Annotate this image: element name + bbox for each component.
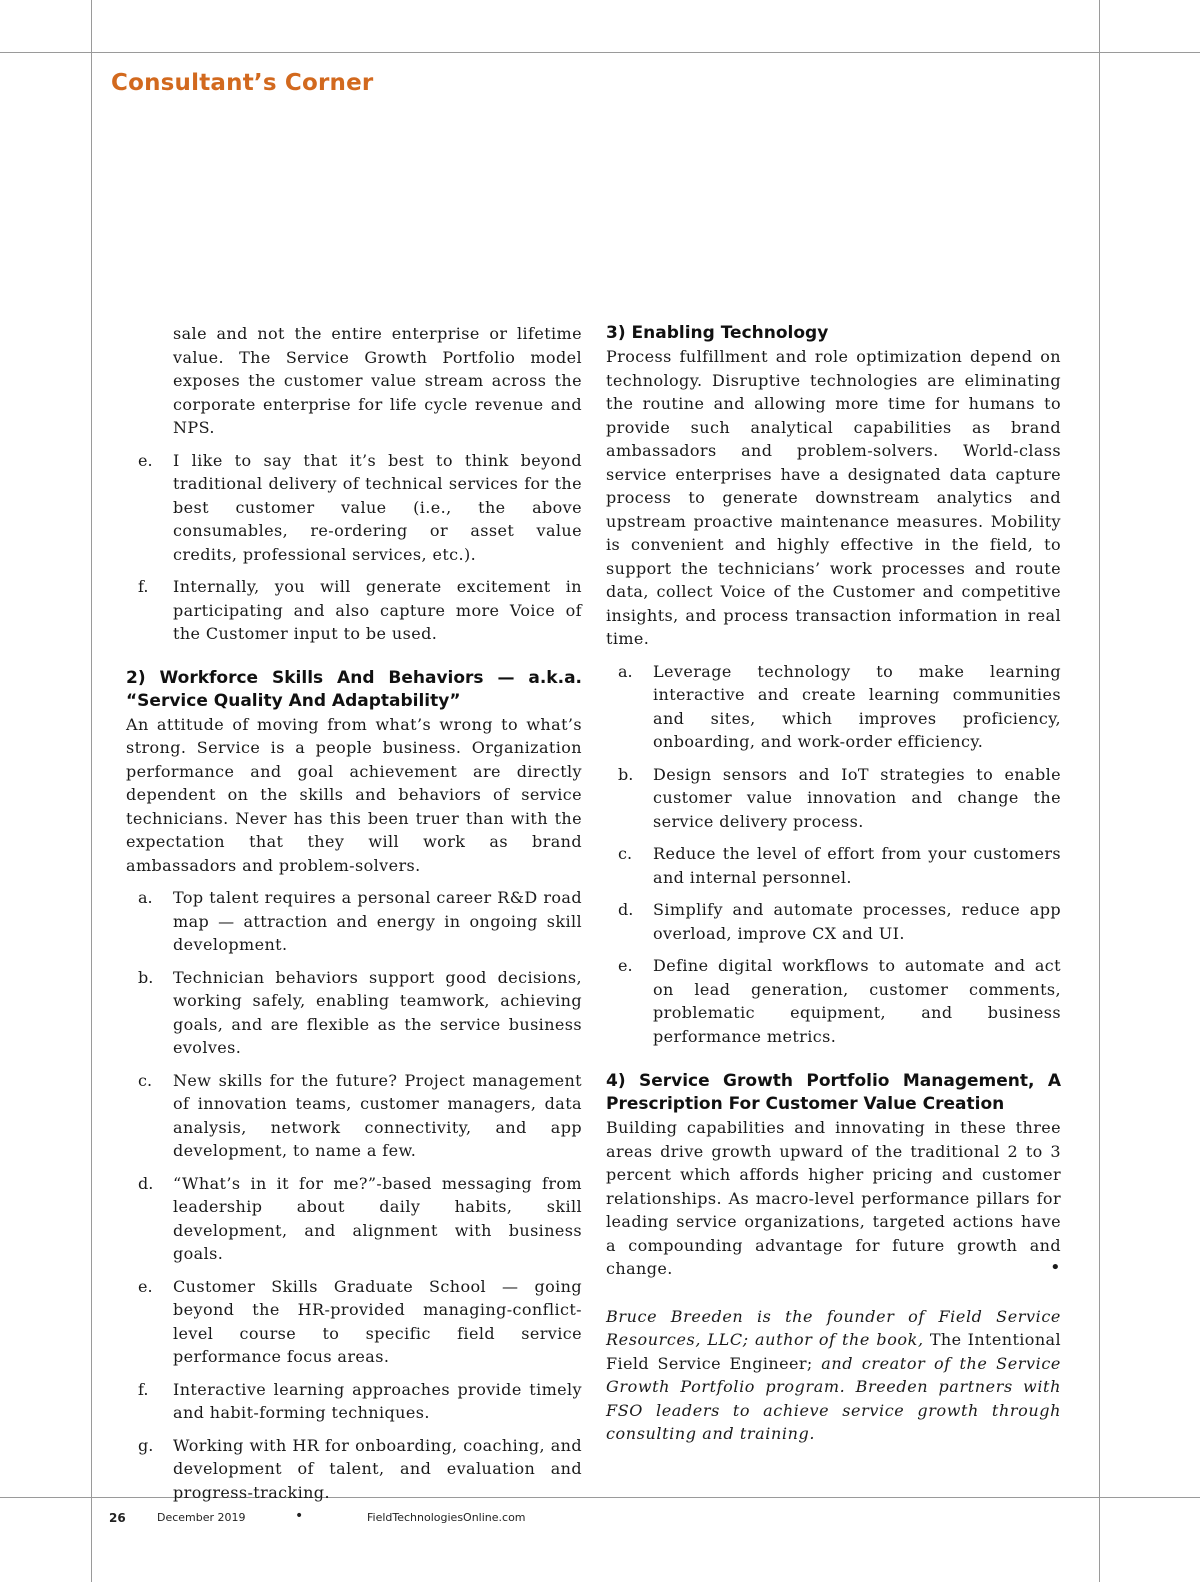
list-item: f. Interactive learning approaches provide timely and habit-forming techniques. (138, 1379, 582, 1422)
left-column (126, 322, 582, 1504)
section-title: Consultant’s Corner (111, 70, 374, 96)
section3-heading: 3) Enabling Technology (606, 323, 829, 343)
section4-heading: 4) Service Growth Portfolio Management, A Prescription For Customer Value Creation (606, 1071, 1061, 1114)
list-item: e. Define digital workflows to automate and act on lead generation, customer comments, problematic equipment, and business performance metrics. (618, 956, 1061, 1046)
footer-separator: • (295, 1508, 304, 1524)
page-number: 26 (109, 1511, 126, 1525)
end-of-article-bullet: • (1049, 1257, 1061, 1278)
list-item: e. I like to say that it’s best to think beyond traditional delivery of technical services for the best customer value (i.e., the above consumables, re-ordering or asset value credits, professional services, etc.). (138, 450, 582, 564)
list-item: d. “What’s in it for me?”-based messaging from leadership about daily habits, skill development, and alignment with business goals. (138, 1173, 582, 1263)
list-item: b. Technician behaviors support good decisions, working safely, enabling teamwork, achieving goals, and are flexible as the service business evolves. (138, 967, 582, 1057)
list-item: f. Internally, you will generate excitement in participating and also capture more Voice of the Customer input to be used. (138, 577, 582, 643)
top-rule (0, 52, 1200, 53)
continuation-paragraph: sale and not the entire enterprise or lifetime value. The Service Growth Portfolio model exposes the customer value stream across the corporate enterprise for life cycle revenue and NPS. (173, 324, 582, 437)
section3-intro: Process fulfillment and role optimization depend on technology. Disruptive technologies are eliminating the routine and allowing more time for humans to provide such analytical capabilities as brand ambassadors and problem-solvers. World-class service enterprises have a designated data capture process to generate downstream analytics and upstream proactive maintenance measures. Mobility is convenient and highly effective in the field, to support the technicians’ work processes and route data, collect Voice of the Customer and competitive insights, and process transaction information in real time. (606, 347, 1061, 648)
website-link[interactable]: FieldTechnologiesOnline.com (367, 1511, 526, 1524)
list-item: a. Top talent requires a personal career R&D road map — attraction and energy in ongoing skill development. (138, 888, 582, 954)
section4-body: Building capabilities and innovating in these three areas drive growth upward of the traditional 2 to 3 percent which affords higher pricing and customer relationships. As macro-level performance pillars for leading service organizations, targeted actions have a compounding advantage for future growth and change. • (606, 1118, 1061, 1278)
issue-date: December 2019 (157, 1511, 246, 1524)
list-item: e. Customer Skills Graduate School — going beyond the HR-provided managing-conflict-level course to specific field service performance focus areas. (138, 1276, 582, 1366)
section3-list (606, 660, 1061, 1049)
section2-intro: An attitude of moving from what’s wrong to what’s strong. Service is a people business. Organization performance and goal achievement are directly dependent on the skills and behaviors of service technicians. Never has this been truer than with the expectation that they will work as brand ambassadors and problem-solvers. (126, 714, 582, 875)
right-column (606, 322, 1061, 1446)
author-bio: Bruce Breeden is the founder of Field Service Resources, LLC; author of the book, The Intentional Field Service Engineer; and creator of the Service Growth Portfolio program. Breeden partners with FSO leaders to achieve service growth through consulting and training. (606, 1306, 1061, 1443)
section2-heading: 2) Workforce Skills And Behaviors — a.k.a. “Service Quality And Adaptability” (126, 667, 582, 711)
list-item: a. Leverage technology to make learning interactive and create learning communities and sites, which improves proficiency, onboarding, and work-order efficiency. (618, 661, 1061, 751)
list-item: d. Simplify and automate processes, reduce app overload, improve CX and UI. (618, 900, 1061, 943)
left-margin-rule (91, 0, 92, 1582)
book-title: The Intentional Field Service Engineer; (606, 1330, 1061, 1373)
list-item: g. Working with HR for onboarding, coaching, and development of talent, and evaluation and progress-tracking. (138, 1435, 582, 1502)
right-margin-rule (1099, 0, 1100, 1582)
list-item: b. Design sensors and IoT strategies to enable customer value innovation and change the service delivery process. (618, 764, 1061, 831)
continued-list (126, 449, 582, 646)
section2-list (126, 886, 582, 1504)
list-item: c. Reduce the level of effort from your customers and internal personnel. (618, 844, 1061, 887)
list-item: c. New skills for the future? Project management of innovation teams, customer managers, data analysis, network connectivity, and app development, to name a few. (138, 1070, 582, 1160)
